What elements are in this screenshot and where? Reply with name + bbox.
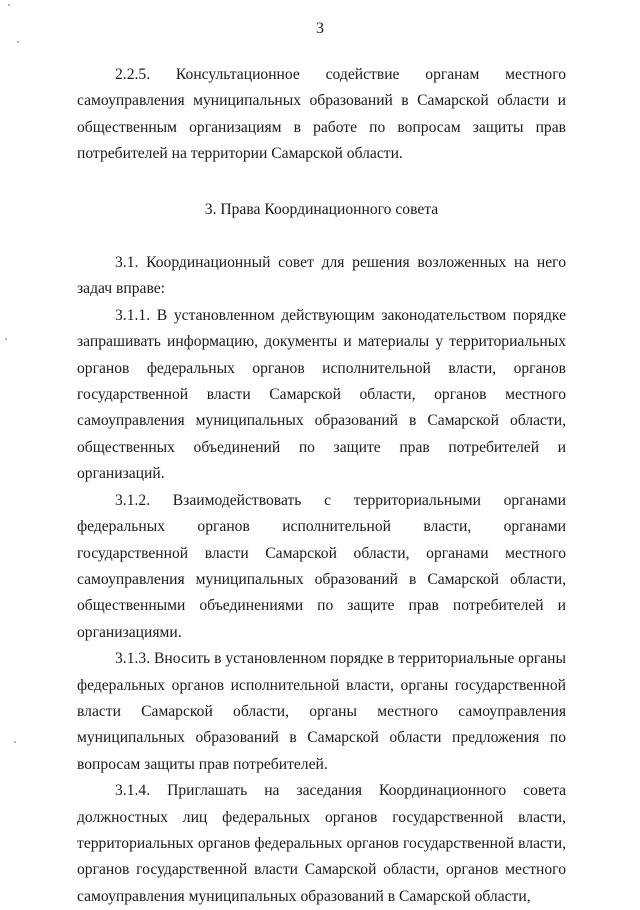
- document-body: [77, 56, 566, 910]
- scan-speck: [17, 41, 19, 43]
- scan-speck: [14, 741, 16, 743]
- scan-speck: [5, 338, 7, 340]
- scan-speck: [8, 4, 10, 6]
- paragraph-3-1-3: 3.1.3. Вносить в установленном порядке в территориальные органы федеральных органов исполнительной власти, органы государственной власти Самарской области, органы местного самоуправления муниципальных образований в Самарской области предложения по вопросам защиты прав потребителей.: [77, 650, 566, 773]
- paragraph-2-2-5: 2.2.5. Консультационное содействие органам местного самоуправления муниципальных образований в Самарской области и общественным организациям в работе по вопросам защиты прав потребителей на территории Самарской области.: [77, 66, 566, 163]
- page-number: 3: [316, 20, 324, 37]
- paragraph-3-1: 3.1. Координационный совет для решения возложенных на него задач вправе:: [77, 254, 566, 298]
- section-heading-3: 3. Права Координационного совета: [204, 200, 439, 218]
- paragraph-3-1-2: 3.1.2. Взаимодействовать с территориальными органами федеральных органов исполнительной власти, органами государственной власти Самарской области, органами местного самоуправления муниципальных образований в Самарской области, общественными объединениями по защите прав потребителей и организациями.: [77, 491, 566, 641]
- paragraph-3-1-1: 3.1.1. В установленном действующим законодательством порядке запрашивать информацию, документы и материалы у территориальных органов федеральных органов исполнительной власти, органов государственной власти Самарской области, органов местного самоуправления муниципальных образований в Самарской области, общественных объединений по защите прав потребителей и организаций.: [77, 306, 566, 483]
- paragraph-3-1-4: 3.1.4. Приглашать на заседания Координационного совета должностных лиц федеральных органов государственной власти, территориальных органов федеральных органов государственной власти, органов государственной власти Самарской области, органов местного самоуправления муниципальных образований в Самарской области,: [77, 782, 566, 905]
